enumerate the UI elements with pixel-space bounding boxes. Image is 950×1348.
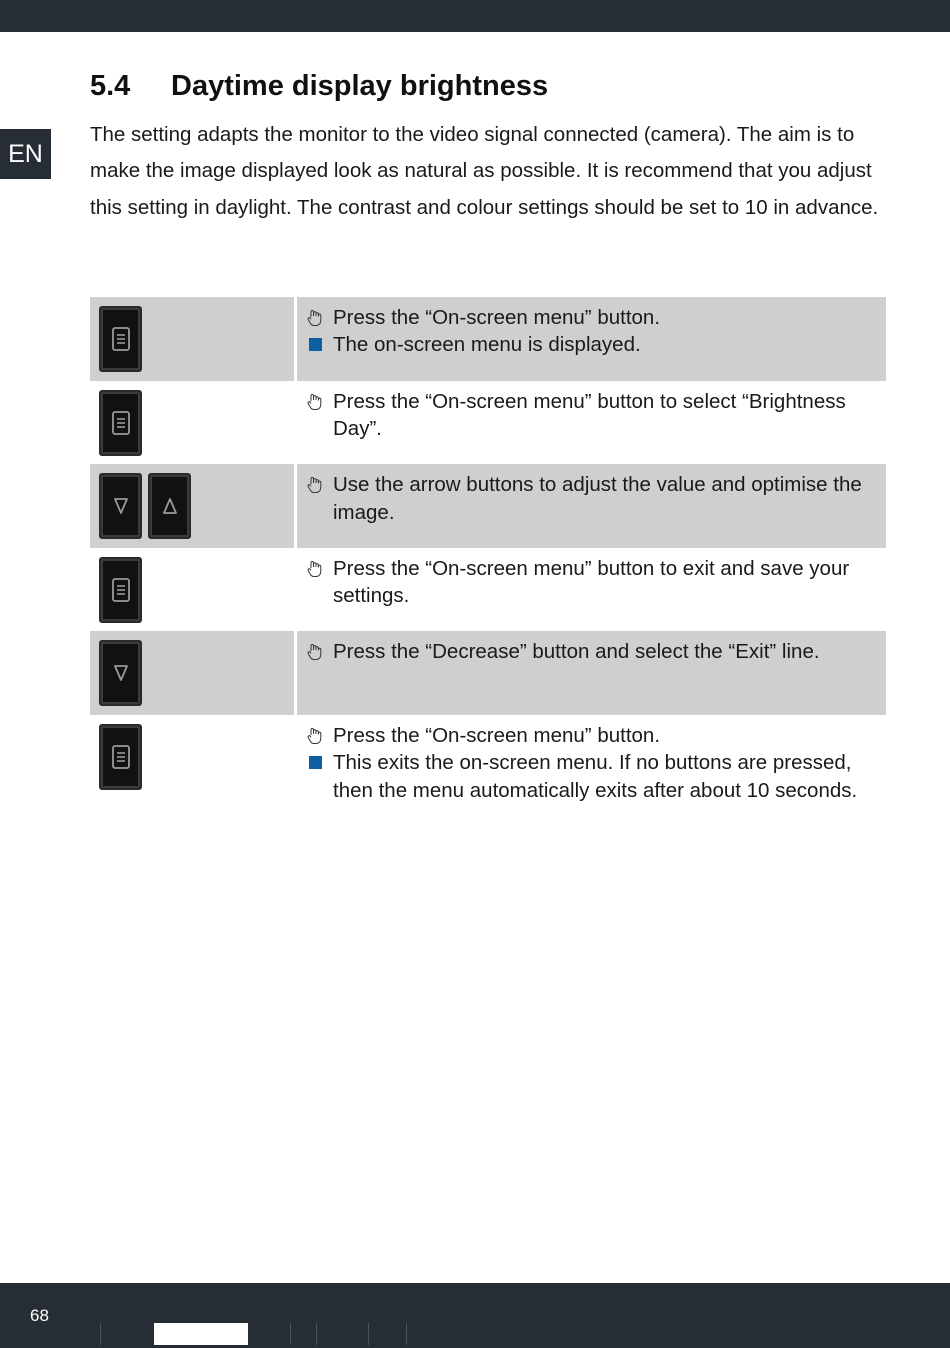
footer-tick [290,1323,291,1345]
footer-tick [406,1323,407,1345]
instruction-text-cell [297,381,886,465]
instruction-text: Press the “On-screen menu” button to exit and save your settings. [333,556,850,608]
action-line [297,555,886,610]
down-arrow-button-icon [99,473,142,539]
instruction-text-cell [297,631,886,715]
intro-paragraph: The setting adapts the monitor to the video signal connected (camera). The aim is to make the image displayed look as natural as possible. It is recommend that you adjust this setting in daylight. The contrast and colour settings should be set to 10 in advance. [90,123,879,219]
hand-pointer-icon [297,471,333,494]
action-line [297,722,886,749]
instruction-text: Press the “On-screen menu” button. [333,306,661,329]
blue-square-bullet-icon [297,331,333,351]
section-number: 5.4 [90,70,131,102]
bottom-footer-bar [0,1283,950,1348]
hand-pointer-icon [297,722,333,745]
instruction-row [90,631,886,715]
instruction-text: Press the “On-screen menu” button to select “Brightness Day”. [333,389,846,440]
menu-button-icon [99,557,142,623]
instruction-row [90,548,886,632]
language-tab: EN [0,129,51,179]
instruction-row [90,297,886,381]
button-image-cell [90,297,294,381]
result-line [297,749,886,804]
hand-pointer-icon [297,555,333,578]
result-line [297,331,886,358]
instruction-text: The on-screen menu is displayed. [333,333,641,357]
page-number: 68 [30,1306,49,1325]
instruction-row [90,464,886,548]
hand-pointer-icon [297,638,333,661]
instruction-row [90,715,886,802]
footer-decoration [154,1323,248,1345]
button-image-cell [90,381,294,465]
button-image-cell [90,715,294,799]
instruction-text-cell [297,548,886,632]
section-title: Daytime display brightness [171,70,549,102]
instruction-table [90,297,886,802]
footer-tick [100,1323,101,1345]
menu-button-icon [99,306,142,372]
menu-button-icon [99,390,142,456]
menu-button-icon [99,724,142,790]
instruction-text-cell [297,464,886,548]
instruction-text: Press the “Decrease” button and select the “Exit” line. [333,640,820,664]
up-arrow-button-icon [148,473,191,539]
footer-tick [316,1323,317,1345]
button-image-cell [90,464,294,548]
instruction-text: This exits the on-screen menu. If no buttons are pressed, then the menu automatically exits after about 10 seconds. [333,751,858,802]
section-heading [90,70,548,103]
hand-pointer-icon [297,388,333,411]
action-line [297,304,886,331]
instruction-row [90,381,886,465]
button-image-cell [90,548,294,632]
top-header-bar [0,0,950,32]
action-line [297,638,886,665]
instruction-text: Use the arrow buttons to adjust the value and optimise the image. [333,473,862,524]
hand-pointer-icon [297,304,333,327]
instruction-text: Press the “On-screen menu” button. [333,723,661,747]
action-line [297,388,886,443]
action-line [297,471,886,526]
instruction-text-cell [297,297,886,381]
footer-tick [368,1323,369,1345]
button-image-cell [90,631,294,715]
blue-square-bullet-icon [297,749,333,769]
instruction-text-cell [297,715,886,802]
down-arrow-button-icon [99,640,142,706]
